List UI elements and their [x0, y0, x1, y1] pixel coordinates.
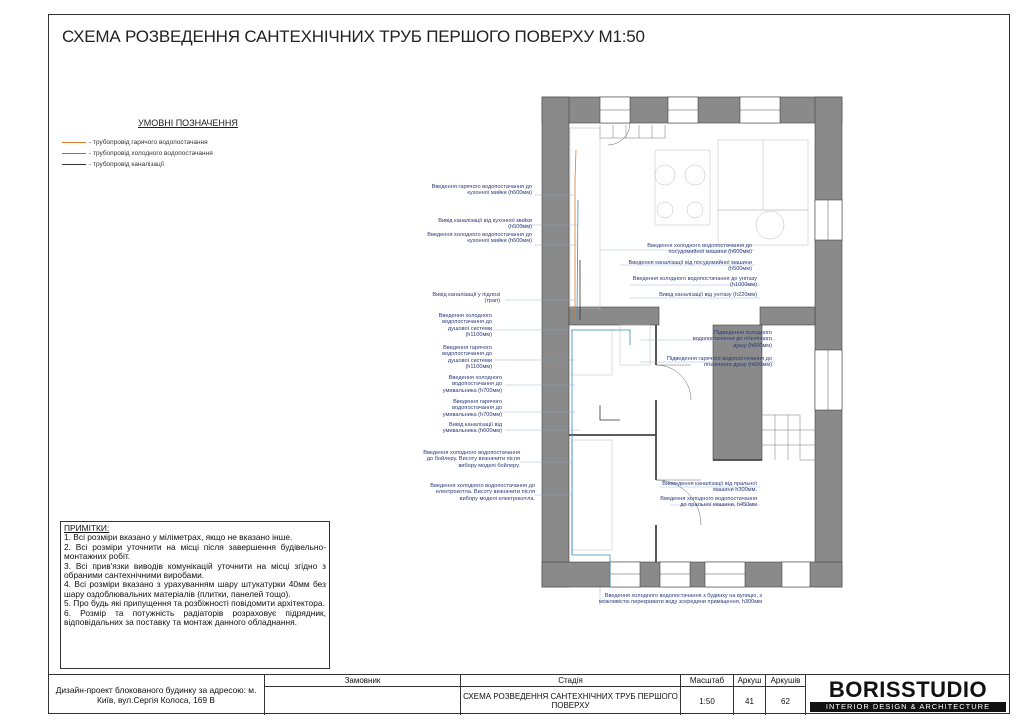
label-ekotel-cold: Введення холодного водопостачання до електрокотла. Висоту визначити після вибору моделі електрокотла.: [430, 483, 535, 502]
label-boiler-cold: Введення холодного водопостачання до бойлеру. Висоту визначити після вибору моделі бойлеру.: [423, 450, 520, 469]
stage-cell: [460, 675, 680, 715]
label-basin-hot: Введення гарячого водопостачання до умивальника (h700мм): [442, 399, 502, 418]
legend-label: - трубопровід гарячого водопостачання: [89, 139, 208, 146]
title-block: [48, 674, 1010, 715]
scale-value: 1:50: [699, 696, 715, 706]
sheet-cell: [733, 675, 765, 715]
legend-label: - трубопровід каналізації: [89, 161, 165, 168]
scale-header: Масштаб: [681, 675, 733, 687]
stage-header: Стадія: [461, 675, 680, 687]
legend-label: - трубопровід холодного водопостачання: [89, 150, 213, 157]
note-item: 1. Всі розміри вказано у міліметрах, якщо не вказано інше.: [64, 532, 293, 543]
label-dishwasher-sewer: Введення каналізації від посудомийної машини (h500мм): [628, 260, 752, 273]
label-shower-cold: Введення холодного водопостачання до душової системи (h1100мм): [438, 313, 492, 339]
customer-header: Замовник: [265, 675, 460, 687]
note-item: 6. Розмір та потужність радіаторів розраховує підрядник, відповідальних за поставку та монтаж данного обладнання.: [64, 607, 326, 628]
label-floor-drain: Вивід каналізації у підлозі (трап): [432, 292, 500, 305]
customer-cell: [264, 675, 460, 715]
label-hyg-shower-cold: Підведення холодного водопостачання до гігієнічного душу (h600мм): [692, 330, 772, 349]
logo-subtext: INTERIOR DESIGN & ARCHITECTURE: [810, 702, 1006, 712]
sheet-title: СХЕМА РОЗВЕДЕННЯ САНТЕХНІЧНИХ ТРУБ ПЕРШОГО ПОВЕРХУ: [463, 692, 678, 710]
label-shower-hot: Введення гарячого водопостачання до душової системи (h1100мм): [442, 345, 492, 371]
label-street-cold: Введення холодного водопостачання з будинку на вулицю, з можливістю перекривати воду зсередини приміщення, h300мм: [598, 593, 762, 606]
pipes: [572, 150, 630, 587]
label-wc-cold: Введення холодного водопостачання до унітазу (h1000мм): [632, 276, 757, 289]
label-wc-sewer: Вивід каналізації від унітазу (h220мм): [659, 292, 757, 298]
drawing-title: СХЕМА РОЗВЕДЕННЯ САНТЕХНІЧНИХ ТРУБ ПЕРШОГО ПОВЕРХУ М1:50: [62, 27, 645, 46]
sheets-value: 62: [781, 696, 790, 706]
wall-mid-left: [569, 307, 659, 325]
note-item: 5. Про будь які припущення та розбіжності повідомити архітектора.: [64, 598, 325, 609]
label-kitchen-cold: Введення холодного водопостачання до кухонної мийки (h600мм): [427, 232, 532, 245]
wall-right: [815, 97, 842, 587]
label-hyg-shower-hot: Підведення гарячого водопостачання до гігієнічного душу (h600мм): [666, 356, 772, 369]
legend-title: УМОВНІ ПОЗНАЧЕННЯ: [138, 118, 238, 128]
wall-left: [542, 97, 569, 587]
label-basin-cold: Введення холодного водопостачання до умивальника (h700мм): [442, 375, 502, 394]
sheet-header: Аркуш: [734, 675, 765, 687]
note-item: 3. Всі прив'язки виводів комунікацій уточнити на місці згідно з обраними сантехнічними виробами.: [64, 560, 326, 581]
scale-cell: [680, 675, 733, 715]
label-washer-cold: Введення холодного водопостачання до пральної машини, h450мм: [660, 496, 757, 509]
label-kitchen-hot: Введення гарячого водопостачання до кухонної мийки (h600мм): [431, 184, 532, 197]
note-item: 2. Всі розміри уточнити на місці після завершення будівельно-монтажних робіт.: [64, 541, 326, 562]
notes-box: [60, 521, 330, 669]
sheets-cell: [765, 675, 805, 715]
note-item: 4. Всі розміри вказано з урахуванням шару штукатурки 40мм без шару оздоблювальних матеріалів (плитки, панелей тощо).: [64, 579, 326, 599]
sheet-value: 41: [745, 696, 754, 706]
notes-heading: ПРИМІТКИ:: [64, 523, 110, 533]
label-basin-sewer: Вивід каналізації від умивальника (h600мм): [442, 422, 502, 435]
label-washer-sewer: Вивведення каналізації від пральної машини h300мм.: [662, 481, 757, 494]
wall-mid-right: [760, 307, 815, 325]
label-kitchen-sewer: Вивід каналізації від кухонної мийки (h500мм): [438, 218, 532, 231]
sheets-header: Аркушів: [766, 675, 805, 687]
project-description: Дизайн-проект блокованого будинку за адресою: м. Київ, вул.Сергія Колоса, 169 В: [55, 685, 257, 705]
label-dishwasher-cold: Введення холодного водопостачання до посудомийної машини (h600мм): [647, 243, 752, 256]
studio-logo: [805, 675, 1010, 715]
logo-text: BORISSTUDIO: [828, 677, 988, 702]
